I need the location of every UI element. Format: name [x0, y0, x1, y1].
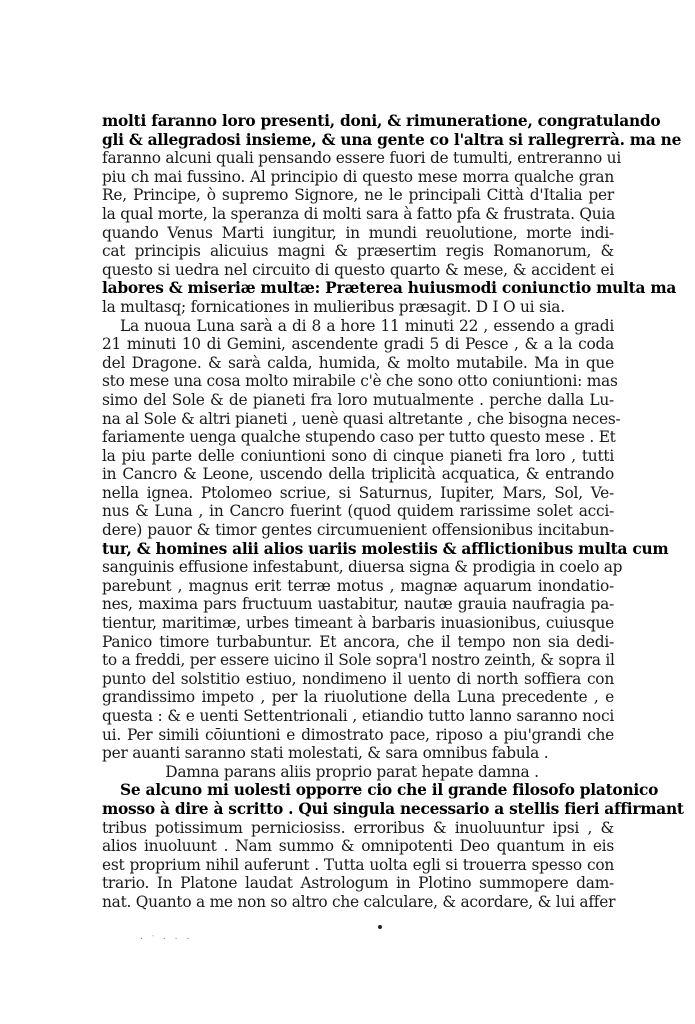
text-line: sanguinis effusione infestabunt, diuersa signa & prodigia in coelo ap — [102, 558, 623, 577]
text-line: piu ch mai fussino. Al principio di questo mese morra qualche gran — [102, 167, 614, 186]
text-line: la multasq; fornicationes in mulieribus præsagit. D I O ui sia. — [102, 297, 565, 316]
text-line: nat. Quanto a me non so altro che calculare, & acordare, & lui affer — [102, 892, 616, 911]
text-line: nes, maxima pars fructuum uastabitur, nautæ grauia naufragia pa- — [102, 595, 614, 614]
text-line: fariamente uenga qualche stupendo caso per tutto questo mese . Et — [102, 428, 616, 447]
text-line: dere) pauor & timor gentes circumuenient offensionibus incitabun- — [102, 521, 614, 540]
bleed-through-marks: . ᐧ . . . — [140, 932, 193, 942]
latin-motto: Damna parans aliis proprio parat hepate damna . — [165, 762, 539, 781]
text-line: 21 minuti 10 di Gemini, ascendente gradi 5 di Pesce , & a la coda — [102, 335, 614, 354]
paragraph-start-line: Se alcuno mi uolesti opporre cio che il grande filosofo platonico — [120, 781, 659, 800]
text-line: la piu parte delle coniuntioni sono di cinque pianeti fra loro , tutti — [102, 446, 614, 465]
text-line: simo del Sole & de pianeti fra loro mutualmente . perche dalla Lu- — [102, 390, 614, 409]
text-line: del Dragone. & sarà calda, humida, & molto mutabile. Ma in que — [102, 353, 614, 372]
text-line: labores & miseriæ multæ: Præterea huiusmodi coniunctio multa ma — [102, 279, 677, 298]
text-line: quando Venus Marti iungitur, in mundi reuolutione, morte indi- — [102, 223, 614, 242]
text-line: trario. In Platone laudat Astrologum in Plotino summopere dam- — [102, 874, 614, 893]
text-line: est proprium nihil auferunt . Tutta uolta egli si trouerra spesso con — [102, 855, 614, 874]
text-line: in Cancro & Leone, uscendo della triplicità acquatica, & entrando — [102, 465, 614, 484]
text-line: grandissimo impeto , per la riuolutione della Luna precedente , e — [102, 688, 614, 707]
text-line: parebunt , magnus erit terræ motus , magnæ aquarum inondatio- — [102, 576, 614, 595]
text-line: ui. Per simili cōiuntioni e dimostrato pace, riposo a piu'grandi che — [102, 725, 614, 744]
text-line: la qual morte, la speranza di molti sara à fatto pfa & frustrata. Quia — [102, 204, 615, 223]
text-line: tribus potissimum perniciosiss. erroribus & inuoluuntur ipsi , & — [102, 818, 614, 837]
text-line: Panico timore turbabuntur. Et ancora, che il tempo non sia dedi- — [102, 632, 614, 651]
text-line: sto mese una cosa molto mirabile c'è che sono otto coniuntioni: mas — [102, 372, 618, 391]
text-line: alios inuoluunt . Nam summo & omnipotenti Deo quantum in eis — [102, 837, 614, 856]
text-line: mosso à dire à scritto . Qui singula necessario a stellis fieri affirmant — [102, 799, 684, 818]
ink-dot — [378, 925, 382, 929]
text-line: per auanti saranno stati molestati, & sara omnibus fabula . — [102, 744, 549, 763]
text-line: nella ignea. Ptolomeo scriue, si Saturnus, Iupiter, Mars, Sol, Ve- — [102, 483, 614, 502]
text-line: gli & allegradosi insieme, & una gente co l'altra si rallegrerrà. ma ne — [102, 130, 682, 149]
text-line: punto del solstitio estiuo, nondimeno il uento di north soffiera con — [102, 669, 614, 688]
text-line: tur, & homines alii alios uariis molestiis & afflictionibus multa cum — [102, 539, 669, 558]
text-line: molti faranno loro presenti, doni, & rimuneratione, congratulando — [102, 112, 661, 130]
text-line: nus & Luna , in Cancro fuerint (quod quidem rarissime solet acci- — [102, 502, 614, 521]
text-line: tientur, maritimæ, urbes timeant à barbaris inuasionibus, cuiusque — [102, 614, 614, 633]
paragraph-start-line: La nuoua Luna sarà a di 8 a hore 11 minuti 22 , essendo a gradi — [120, 316, 614, 335]
text-line: questa : & e uenti Settentrionali , etiandio tutto lanno saranno noci — [102, 707, 614, 725]
text-line: faranno alcuni quali pensando essere fuori de tumulti, entreranno ui — [102, 149, 621, 168]
text-line: na al Sole & altri pianeti , uenè quasi altretante , che bisogna neces- — [102, 409, 621, 428]
body-text — [102, 112, 684, 912]
text-line: cat principis alicuius magni & præsertim regis Romanorum, & — [102, 242, 614, 261]
text-line: questo si uedra nel circuito di questo quarto & mese, & accident ei — [102, 260, 614, 279]
text-line: to a freddi, per essere uicino il Sole sopra'l nostro zeinth, & sopra il — [102, 651, 615, 670]
text-line: Re, Principe, ò supremo Signore, ne le principali Città d'Italia per — [102, 186, 614, 205]
